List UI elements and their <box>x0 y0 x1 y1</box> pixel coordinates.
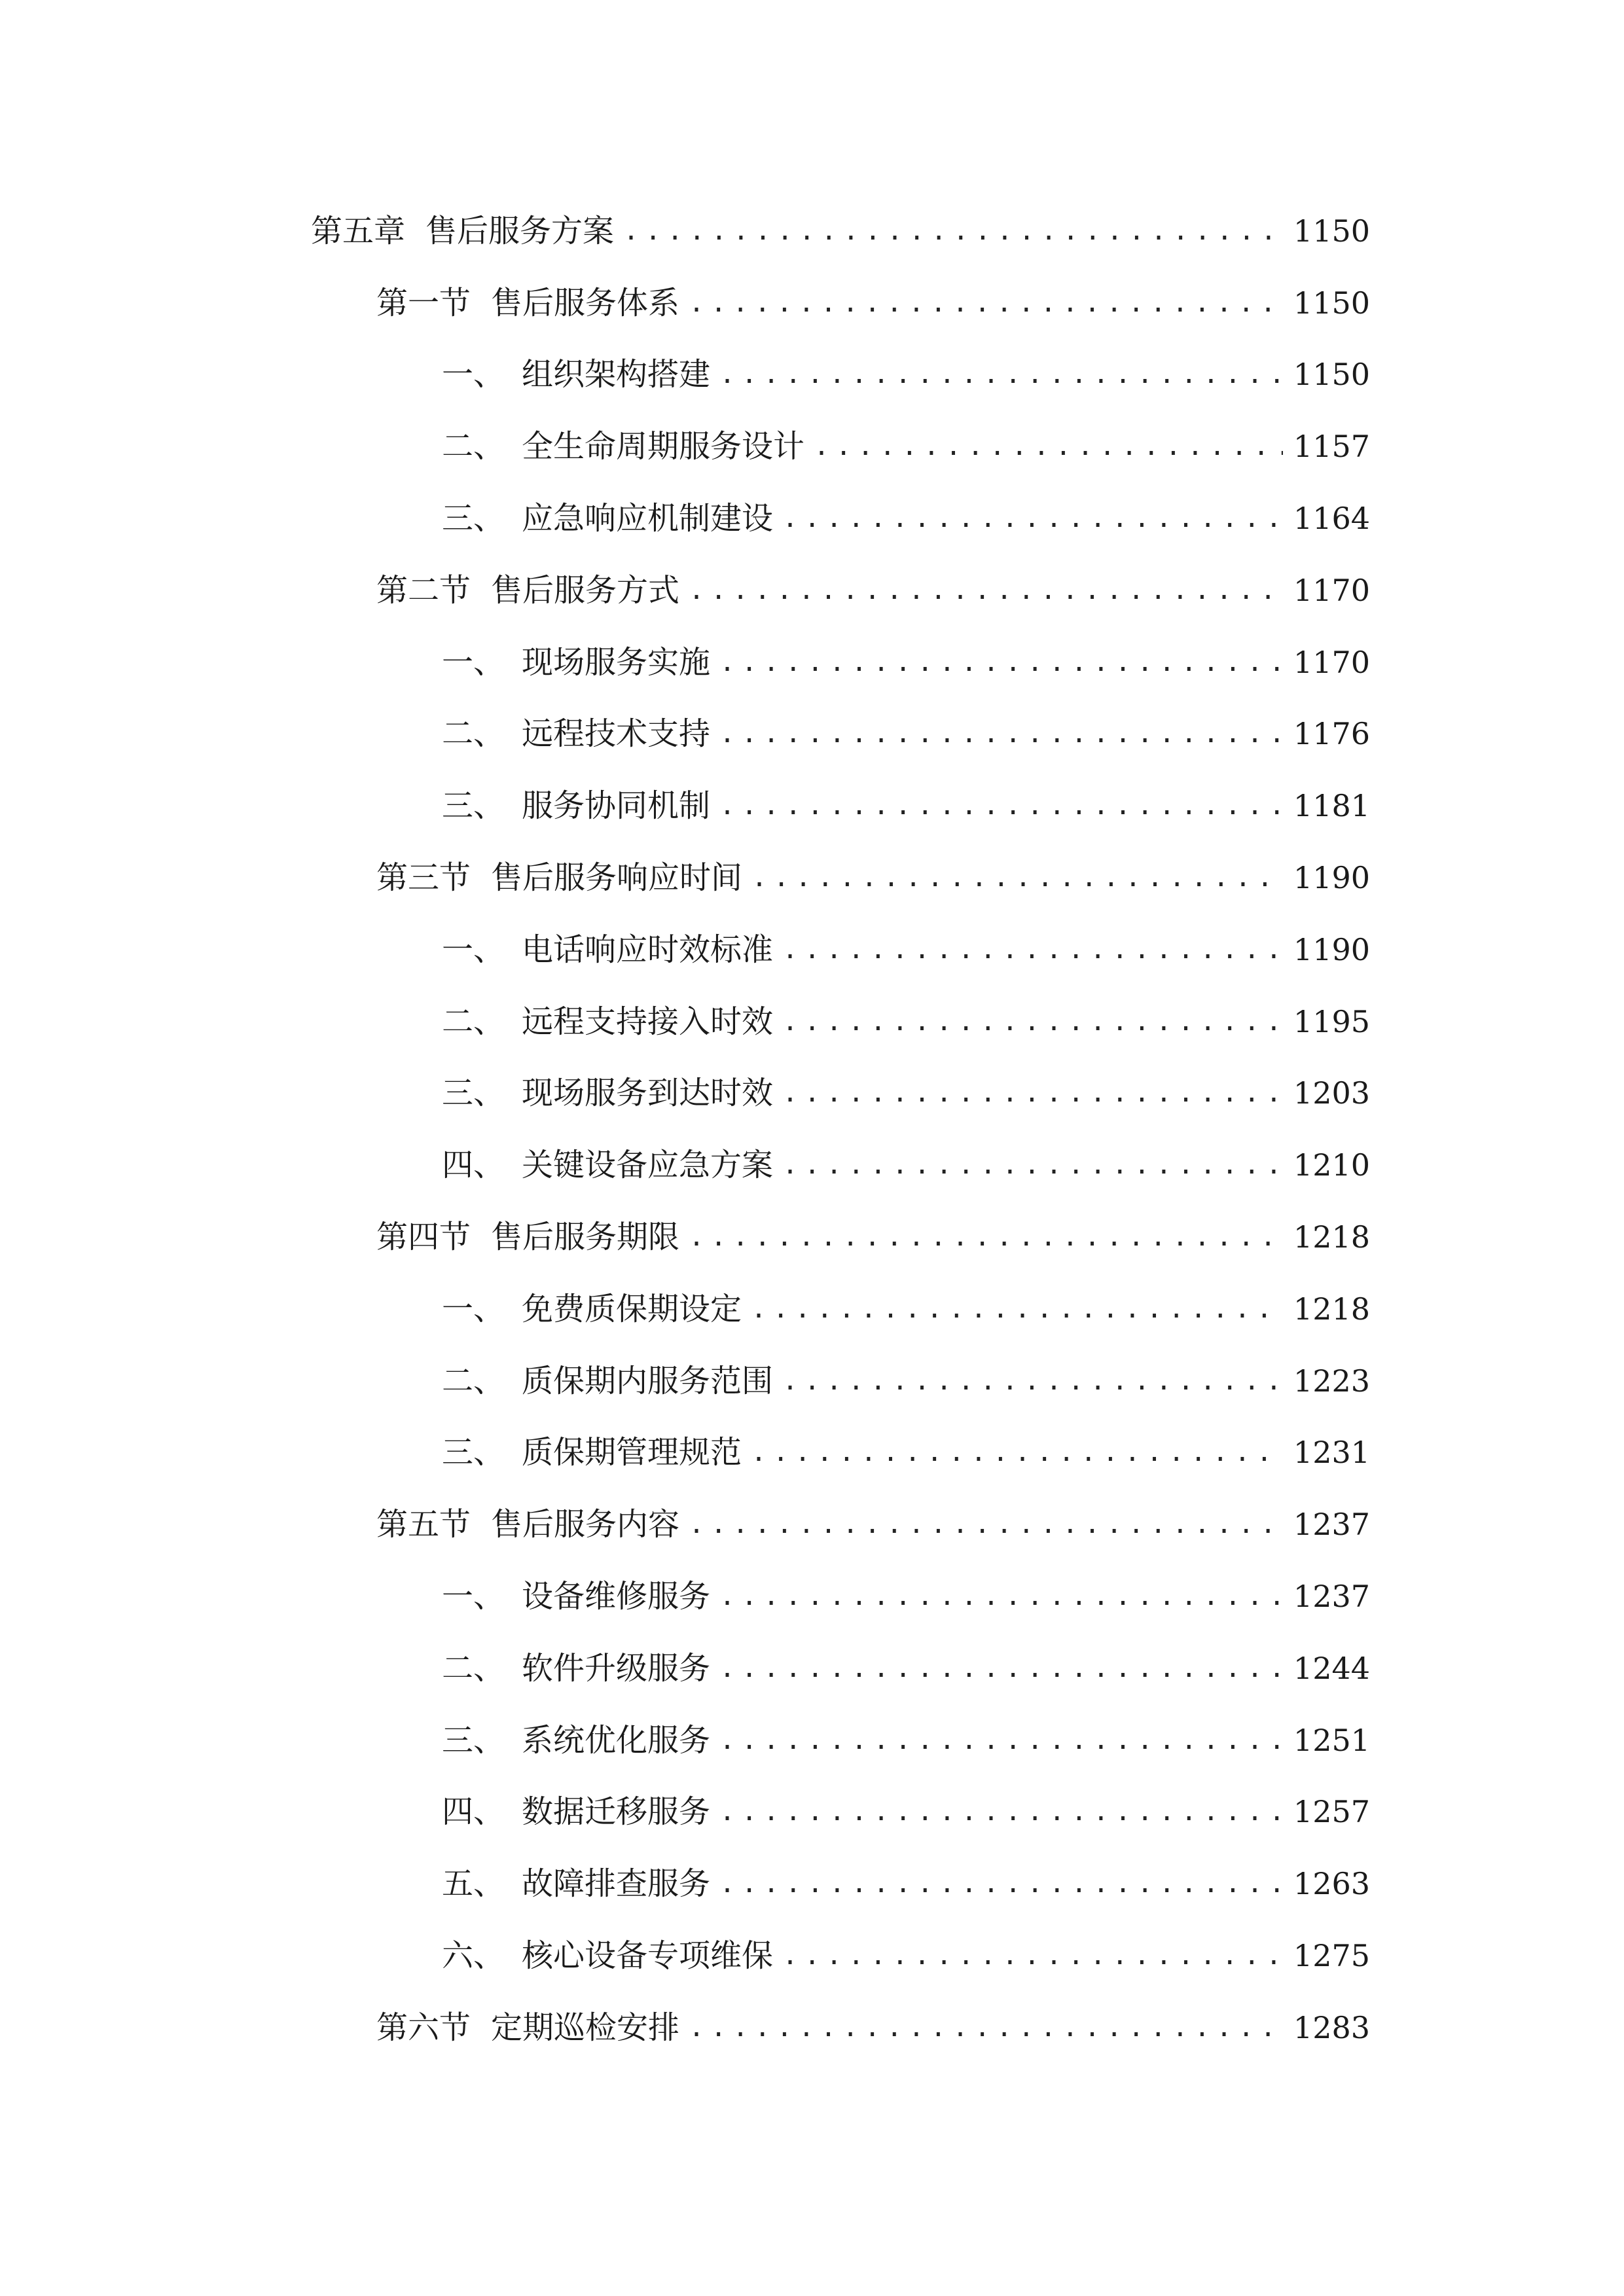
toc-entry-prefix: 三、 <box>442 1721 505 1759</box>
dot-leader <box>719 643 1283 682</box>
toc-section-5[interactable] <box>0 1488 1624 1560</box>
toc-entry-title: 故障排查服务 <box>522 1865 711 1903</box>
toc-item[interactable] <box>0 986 1624 1058</box>
toc-entry-prefix: 第五节 <box>376 1506 471 1543</box>
toc-entry-prefix: 三、 <box>442 1434 505 1471</box>
toc-entry-prefix: 二、 <box>442 1649 505 1687</box>
toc-entry-prefix: 一、 <box>442 1578 505 1615</box>
dot-leader <box>623 211 1283 251</box>
dot-leader <box>751 1433 1283 1472</box>
toc-item[interactable] <box>0 1776 1624 1848</box>
toc-item[interactable] <box>0 410 1624 482</box>
toc-entry-prefix: 一、 <box>442 356 505 393</box>
toc-entry-prefix: 一、 <box>442 931 505 968</box>
toc-entry-prefix: 第三节 <box>376 859 471 897</box>
toc-entry-prefix: 五、 <box>442 1865 505 1903</box>
toc-entry-prefix: 四、 <box>442 1793 505 1831</box>
toc-entry-page-number: 1195 <box>1293 1003 1370 1039</box>
toc-entry-page-number: 1190 <box>1293 931 1370 967</box>
toc-section-3[interactable] <box>0 842 1624 914</box>
toc-entry-title: 服务协同机制 <box>522 787 711 825</box>
toc-entry-title: 质保期管理规范 <box>522 1434 742 1471</box>
toc-item[interactable] <box>0 626 1624 698</box>
dot-leader <box>751 1289 1283 1329</box>
toc-entry-page-number: 1223 <box>1293 1363 1370 1399</box>
toc-entry-page-number: 1170 <box>1293 572 1370 608</box>
dot-leader <box>719 786 1283 825</box>
toc-entry-title: 现场服务到达时效 <box>522 1075 774 1112</box>
toc-entry-title: 应急响应机制建设 <box>522 500 774 537</box>
table-of-contents <box>0 195 1624 2064</box>
toc-entry-page-number: 1263 <box>1293 1866 1370 1902</box>
toc-entry-page-number: 1190 <box>1293 860 1370 896</box>
toc-entry-title: 售后服务响应时间 <box>491 859 743 897</box>
toc-entry-page-number: 1150 <box>1293 213 1370 249</box>
toc-entry-title: 定期巡检安排 <box>491 2009 680 2046</box>
toc-item[interactable] <box>0 1560 1624 1632</box>
toc-item[interactable] <box>0 914 1624 986</box>
toc-entry-page-number: 1203 <box>1293 1075 1370 1111</box>
toc-item[interactable] <box>0 1417 1624 1489</box>
toc-entry-page-number: 1164 <box>1293 501 1370 537</box>
toc-entry-title: 数据迁移服务 <box>522 1793 711 1831</box>
toc-entry-title: 远程技术支持 <box>522 715 711 753</box>
dot-leader <box>719 1577 1283 1616</box>
toc-entry-prefix: 一、 <box>442 1290 505 1327</box>
dot-leader <box>719 1864 1283 1903</box>
toc-entry-page-number: 1244 <box>1293 1650 1370 1686</box>
toc-entry-prefix: 一、 <box>442 643 505 681</box>
dot-leader <box>782 1936 1283 1975</box>
toc-entry-title: 质保期内服务范围 <box>522 1362 774 1399</box>
dot-leader <box>689 571 1283 610</box>
toc-entry-page-number: 1150 <box>1293 285 1370 321</box>
toc-entry-page-number: 1283 <box>1293 2009 1370 2045</box>
dot-leader <box>719 1792 1283 1831</box>
toc-item[interactable] <box>0 1920 1624 1992</box>
toc-entry-prefix: 四、 <box>442 1147 505 1184</box>
toc-item[interactable] <box>0 1848 1624 1920</box>
toc-entry-prefix: 二、 <box>442 715 505 753</box>
toc-entry-prefix: 三、 <box>442 787 505 825</box>
toc-entry-prefix: 第一节 <box>376 284 471 321</box>
dot-leader <box>719 355 1283 394</box>
toc-entry-page-number: 1237 <box>1293 1579 1370 1615</box>
toc-entry-title: 售后服务内容 <box>491 1506 680 1543</box>
toc-entry-title: 关键设备应急方案 <box>522 1147 774 1184</box>
toc-section-1[interactable] <box>0 267 1624 339</box>
toc-entry-page-number: 1150 <box>1293 357 1370 393</box>
toc-entry-title: 设备维修服务 <box>522 1578 711 1615</box>
toc-entry-page-number: 1157 <box>1293 429 1370 465</box>
toc-entry-page-number: 1181 <box>1293 788 1370 824</box>
toc-entry-title: 免费质保期设定 <box>522 1290 742 1327</box>
toc-entry-page-number: 1170 <box>1293 644 1370 680</box>
dot-leader <box>814 427 1283 466</box>
toc-item[interactable] <box>0 1632 1624 1704</box>
toc-item[interactable] <box>0 339 1624 411</box>
toc-entry-title: 电话响应时效标准 <box>522 931 774 968</box>
toc-chapter-5[interactable] <box>0 195 1624 267</box>
toc-entry-title: 远程支持接入时效 <box>522 1003 774 1040</box>
dot-leader <box>689 2008 1283 2047</box>
dot-leader <box>719 714 1283 753</box>
dot-leader <box>689 1217 1283 1257</box>
toc-entry-prefix: 六、 <box>442 1937 505 1975</box>
toc-entry-title: 售后服务方式 <box>491 571 680 609</box>
toc-entry-prefix: 二、 <box>442 1003 505 1040</box>
dot-leader <box>689 283 1283 323</box>
toc-entry-prefix: 第四节 <box>376 1219 471 1256</box>
dot-leader <box>751 858 1283 897</box>
toc-entry-page-number: 1251 <box>1293 1722 1370 1758</box>
toc-entry-title: 现场服务实施 <box>522 643 711 681</box>
toc-entry-page-number: 1237 <box>1293 1507 1370 1543</box>
dot-leader <box>719 1649 1283 1688</box>
toc-entry-title: 售后服务体系 <box>491 284 680 321</box>
dot-leader <box>782 1361 1283 1401</box>
toc-entry-page-number: 1231 <box>1293 1435 1370 1471</box>
toc-item[interactable] <box>0 482 1624 554</box>
toc-item[interactable] <box>0 770 1624 842</box>
toc-entry-title: 组织架构搭建 <box>522 356 711 393</box>
toc-entry-page-number: 1176 <box>1293 716 1370 752</box>
toc-item[interactable] <box>0 1058 1624 1130</box>
toc-section-2[interactable] <box>0 554 1624 626</box>
toc-entry-prefix: 二、 <box>442 428 505 465</box>
toc-entry-prefix: 三、 <box>442 500 505 537</box>
dot-leader <box>782 1002 1283 1041</box>
dot-leader <box>782 499 1283 538</box>
toc-entry-prefix: 第五章 <box>311 212 406 249</box>
dot-leader <box>782 1073 1283 1113</box>
dot-leader <box>719 1721 1283 1760</box>
toc-entry-prefix: 二、 <box>442 1362 505 1399</box>
toc-section-4[interactable] <box>0 1201 1624 1273</box>
toc-entry-title: 售后服务方案 <box>425 212 615 249</box>
toc-entry-prefix: 第二节 <box>376 571 471 609</box>
toc-entry-prefix: 第六节 <box>376 2009 471 2046</box>
toc-entry-prefix: 三、 <box>442 1075 505 1112</box>
toc-entry-page-number: 1218 <box>1293 1219 1370 1255</box>
dot-leader <box>782 930 1283 969</box>
toc-item[interactable] <box>0 1129 1624 1201</box>
dot-leader <box>782 1145 1283 1185</box>
toc-item[interactable] <box>0 1345 1624 1417</box>
toc-item[interactable] <box>0 698 1624 770</box>
dot-leader <box>689 1505 1283 1544</box>
toc-item[interactable] <box>0 1704 1624 1776</box>
toc-item[interactable] <box>0 1273 1624 1345</box>
toc-entry-title: 售后服务期限 <box>491 1219 680 1256</box>
toc-entry-title: 软件升级服务 <box>522 1649 711 1687</box>
toc-entry-page-number: 1257 <box>1293 1794 1370 1830</box>
toc-section-6[interactable] <box>0 1992 1624 2064</box>
toc-entry-page-number: 1218 <box>1293 1291 1370 1327</box>
toc-entry-title: 核心设备专项维保 <box>522 1937 774 1975</box>
toc-entry-title: 全生命周期服务设计 <box>522 428 805 465</box>
toc-entry-page-number: 1210 <box>1293 1147 1370 1183</box>
toc-entry-title: 系统优化服务 <box>522 1721 711 1759</box>
toc-entry-page-number: 1275 <box>1293 1938 1370 1974</box>
